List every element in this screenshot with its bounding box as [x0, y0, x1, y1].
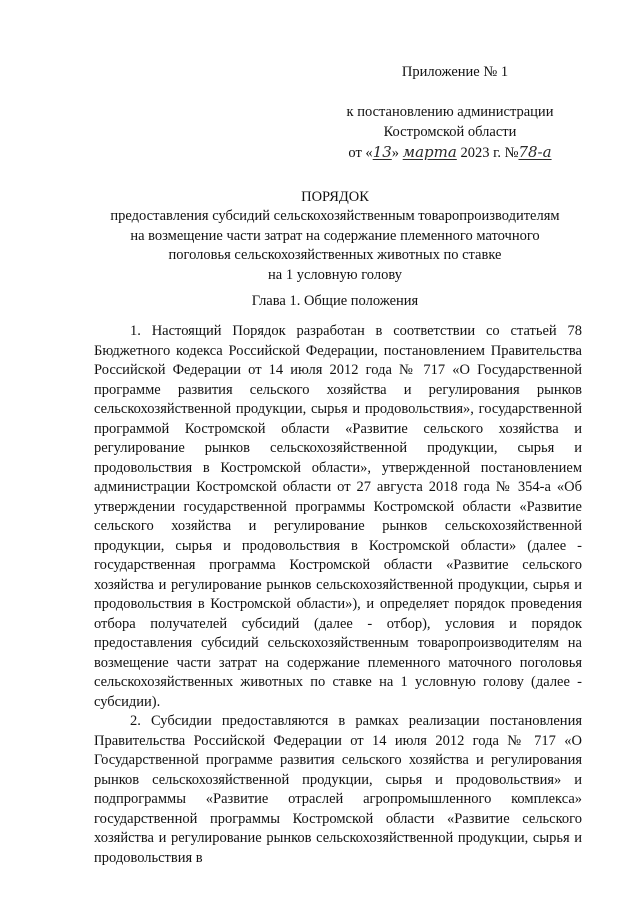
paragraph: 2. Субсидии предоставляются в рамках реализации постановления Правительства Российской Федерации от 14 июля 2012 года № 717 «О Государственной программе развития сельского хозяйства и регулирования рынков сельскохозяйственной продукции, сырья и продовольствия» и подпрограммы «Развитие отраслей агропромышленного комплекса» государственной программы Костромской области «Развитие сельского хозяйства и регулирование рынков сельскохозяйственной продукции, сырья и продовольствия в	[94, 713, 582, 866]
resolution-reference	[320, 102, 580, 163]
title-line: на 1 условную голову	[268, 266, 402, 283]
date-prefix: от «	[348, 145, 373, 161]
appendix-label	[360, 62, 550, 82]
title-line: предоставления субсидий сельскохозяйственным товаропроизводителям	[110, 208, 560, 225]
document-body	[94, 322, 582, 868]
document-title	[90, 188, 580, 285]
date-mid: »	[391, 145, 400, 161]
date-year: 2023 г. №	[460, 145, 519, 161]
title-line: поголовья сельскохозяйственных животных по ставке	[168, 247, 502, 264]
resolution-number-handwritten: 78-а	[518, 143, 552, 161]
resolution-line-2: Костромской области	[383, 124, 517, 140]
title-heading: ПОРЯДОК	[301, 189, 369, 205]
date-month-handwritten: марта	[402, 143, 457, 161]
resolution-line-1: к постановлению администрации	[346, 104, 554, 120]
resolution-date-line	[320, 142, 580, 163]
date-day-handwritten: 13	[372, 143, 392, 161]
appendix-text: Приложение № 1	[401, 64, 509, 80]
chapter-heading: Глава 1. Общие положения	[251, 293, 419, 309]
title-line: на возмещение части затрат на содержание племенного маточного	[130, 227, 540, 244]
paragraph: 1. Настоящий Порядок разработан в соответствии со статьей 78 Бюджетного кодекса Российской Федерации, постановлением Правительства Российской Федерации от 14 июля 2012 года № 717 «О Государственной программе развития сельского хозяйства и регулирования рынков сельскохозяйственной продукции, сырья и продовольствия», государственной программой Костромской области «Развитие сельского хозяйства и регулирование рынков сельскохозяйственной продукции, сырья и продовольствия в Костромской области», утвержденной постановлением администрации Костромской области от 27 августа 2018 года № 354-а «Об утверждении государственной программы Костромской области «Развитие сельского хозяйства и регулирование рынков сельскохозяйственной продукции, сырья и продовольствия в Костромской области» (далее - государственная программа Костромской области «Развитие сельского хозяйства и регулирование рынков сельскохозяйственной продукции, сырья и продовольствия в Костромской области»), и определяет порядок проведения отбора получателей субсидий (далее - отбор), условия и порядок предоставления субсидий сельскохозяйственным товаропроизводителям на возмещение части затрат на содержание племенного маточного поголовья сельскохозяйственных животных по ставке на 1 условную голову (далее - субсидии).	[94, 323, 582, 710]
